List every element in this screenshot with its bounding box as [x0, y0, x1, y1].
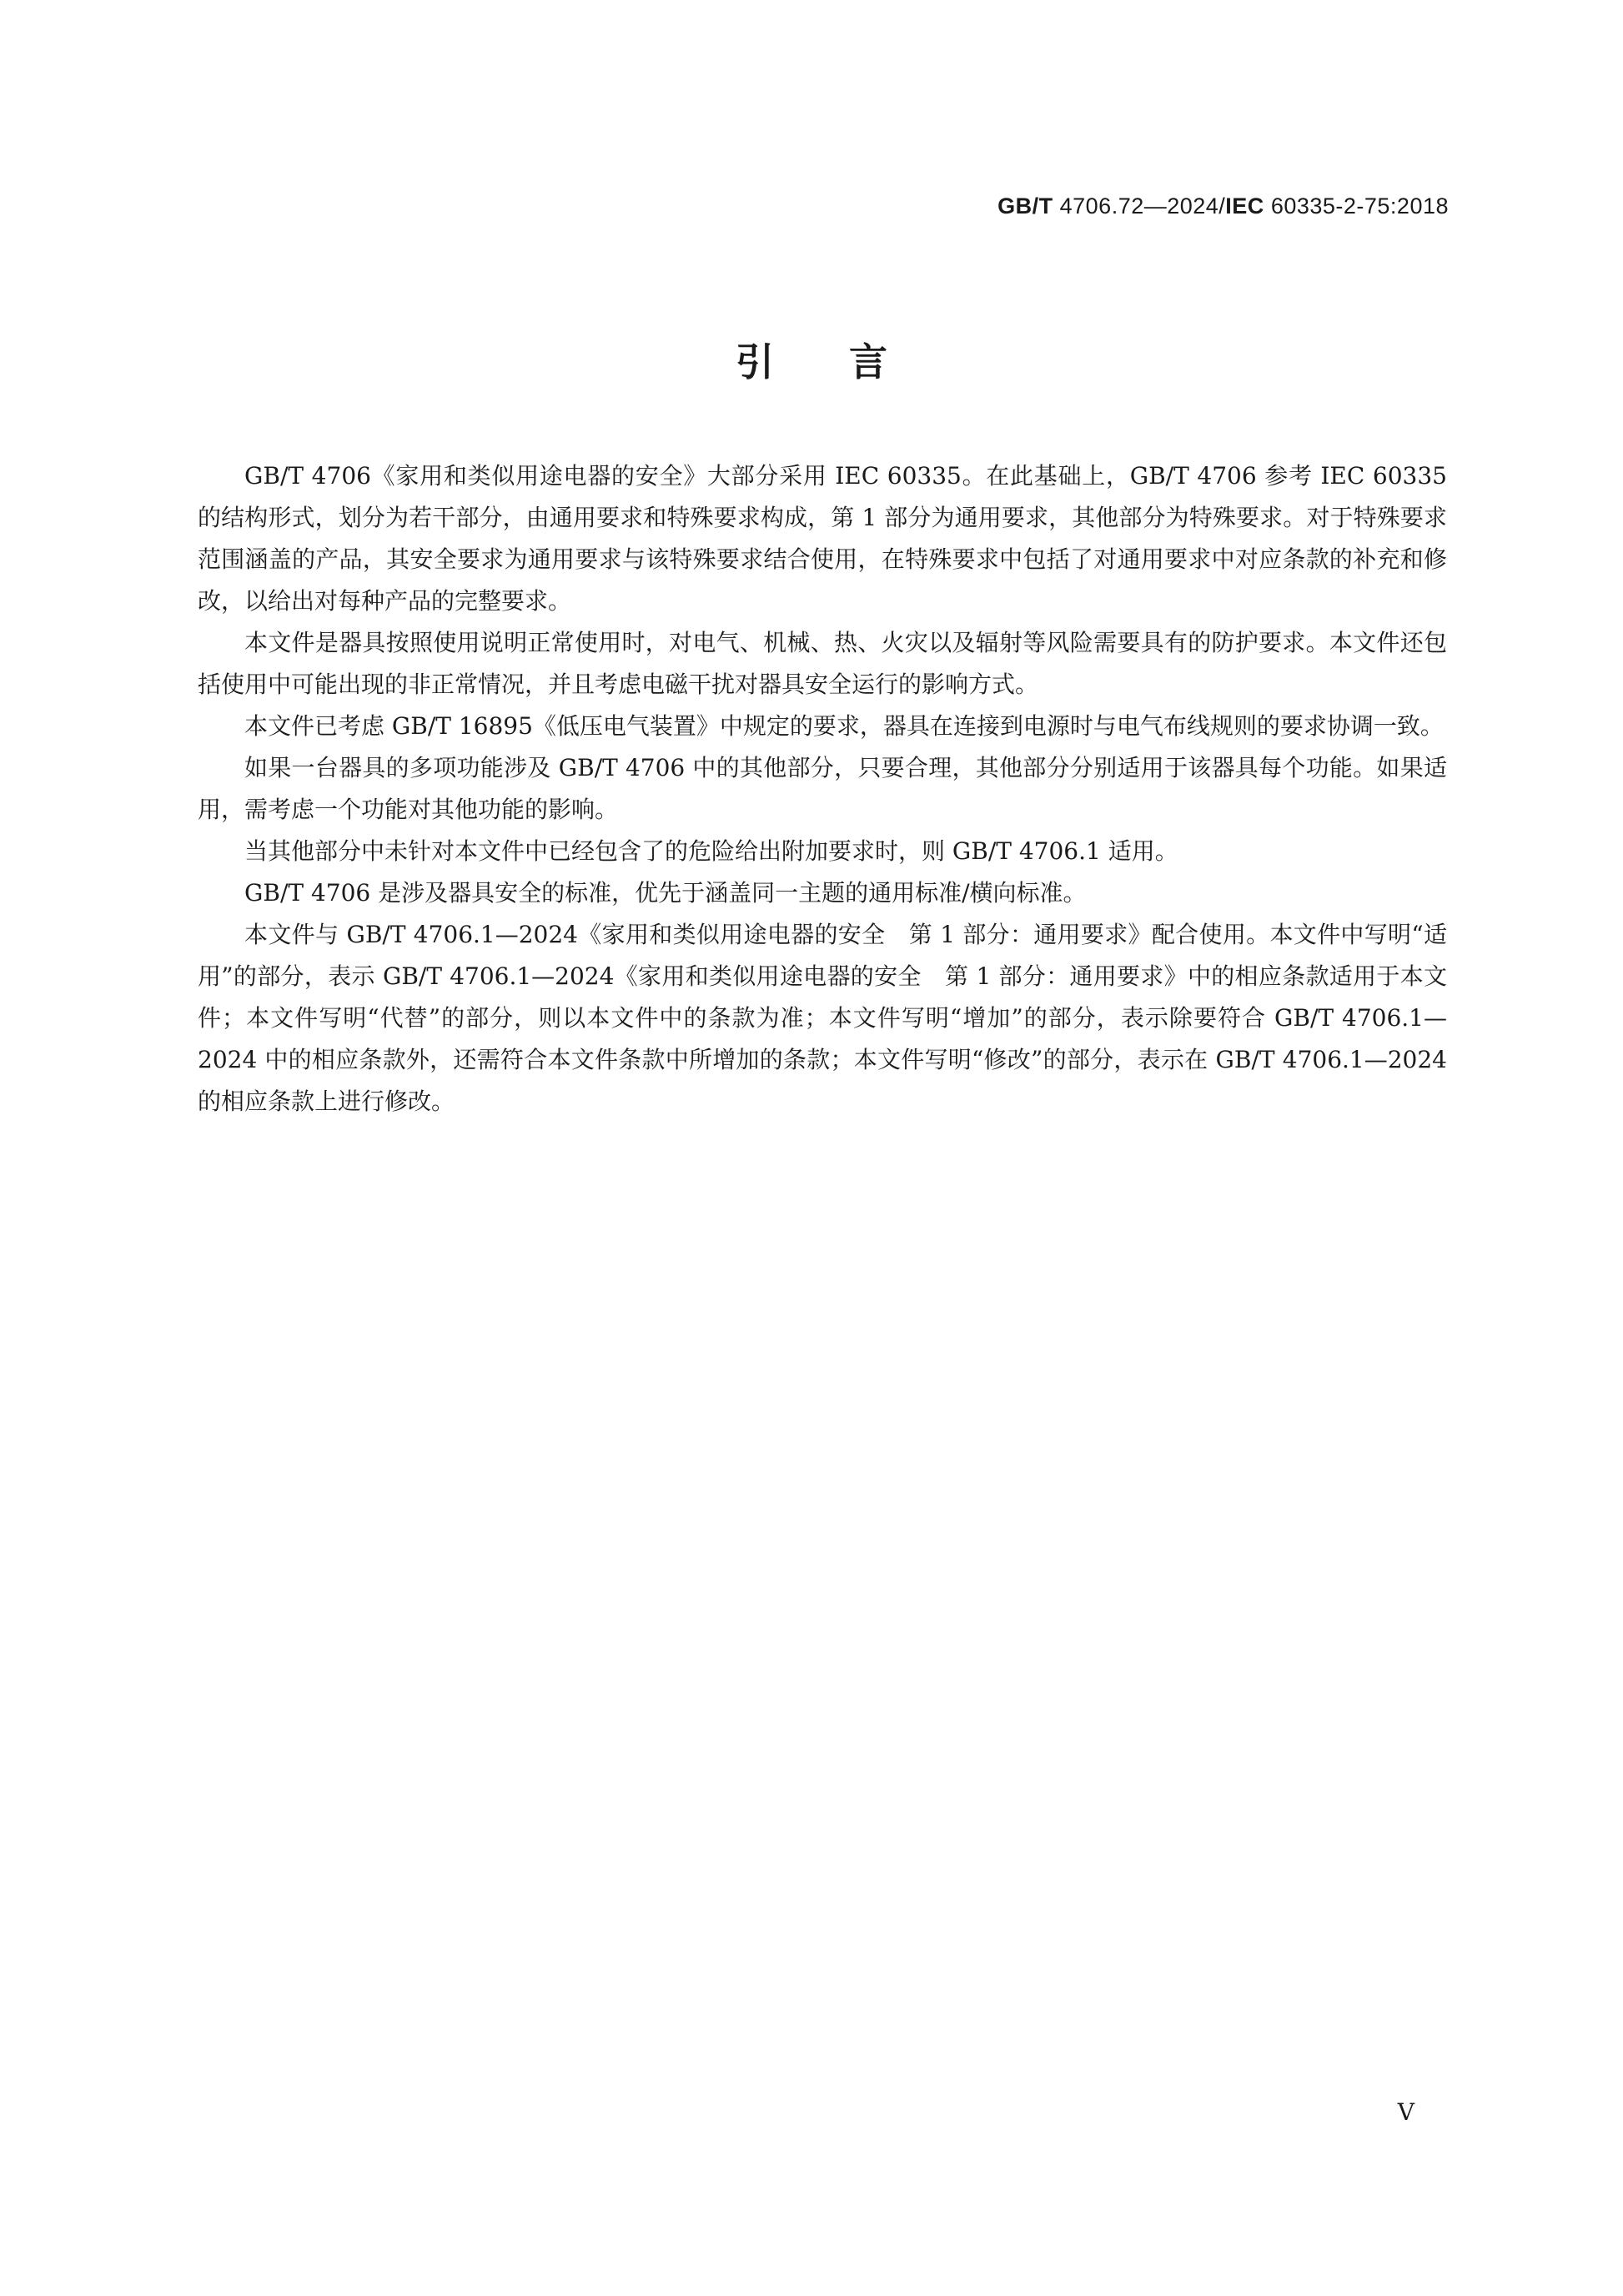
- document-code: [997, 193, 1449, 219]
- paragraph-6: GB/T 4706 是涉及器具安全的标准，优先于涵盖同一主题的通用标准/横向标准。: [244, 879, 1087, 907]
- paragraph-1: GB/T 4706《家用和类似用途电器的安全》大部分采用 IEC 60335。在此基础上，GB/T 4706 参考 IEC 60335 的结构形式，划分为若干部分，由通用要求和特殊要求构成，第 1 部分为通用要求，其他部分为特殊要求。对于特殊要求范围涵盖的产品，其安全要求为通用要求与该特殊要求结合使用，在特殊要求中包括了对通用要求中对应条款的补充和修改，以给出对每种产品的完整要求。: [198, 462, 1447, 615]
- section-title: 引言: [736, 339, 962, 384]
- paragraph-3: 本文件已考虑 GB/T 16895《低压电气装置》中规定的要求，器具在连接到电源时与电气布线规则的要求协调一致。: [244, 712, 1444, 740]
- document-code-iec: IEC: [1225, 193, 1264, 219]
- paragraph-7: 本文件与 GB/T 4706.1—2024《家用和类似用途电器的安全 第 1 部分：通用要求》配合使用。本文件中写明“适用”的部分，表示 GB/T 4706.1—2024《家用和类似用途电器的安全 第 1 部分：通用要求》中的相应条款适用于本文件；本文件写明“代替”的部分，则以本文件中的条款为准；本文件写明“增加”的部分，表示除要符合 GB/T 4706.1—2024 中的相应条款外，还需符合本文件条款中所增加的条款；本文件写明“修改”的部分，表示在 GB/T 4706.1—2024 的相应条款上进行修改。: [198, 921, 1447, 1115]
- page-number: V: [1397, 2098, 1414, 2126]
- paragraph-2: 本文件是器具按照使用说明正常使用时，对电气、机械、热、火灾以及辐射等风险需要具有的防护要求。本文件还包括使用中可能出现的非正常情况，并且考虑电磁干扰对器具安全运行的影响方式。: [198, 629, 1447, 698]
- document-code-prefix: GB/T: [997, 193, 1053, 219]
- paragraph-5: 当其他部分中未针对本文件中已经包含了的危险给出附加要求时，则 GB/T 4706.1 适用。: [244, 837, 1178, 865]
- document-code-mid: 4706.72—2024/: [1053, 193, 1226, 219]
- document-code-suffix: 60335-2-75:2018: [1264, 193, 1449, 219]
- introduction-body: [198, 455, 1447, 1123]
- paragraph-4: 如果一台器具的多项功能涉及 GB/T 4706 中的其他部分，只要合理，其他部分分别适用于该器具每个功能。如果适用，需考虑一个功能对其他功能的影响。: [198, 754, 1447, 823]
